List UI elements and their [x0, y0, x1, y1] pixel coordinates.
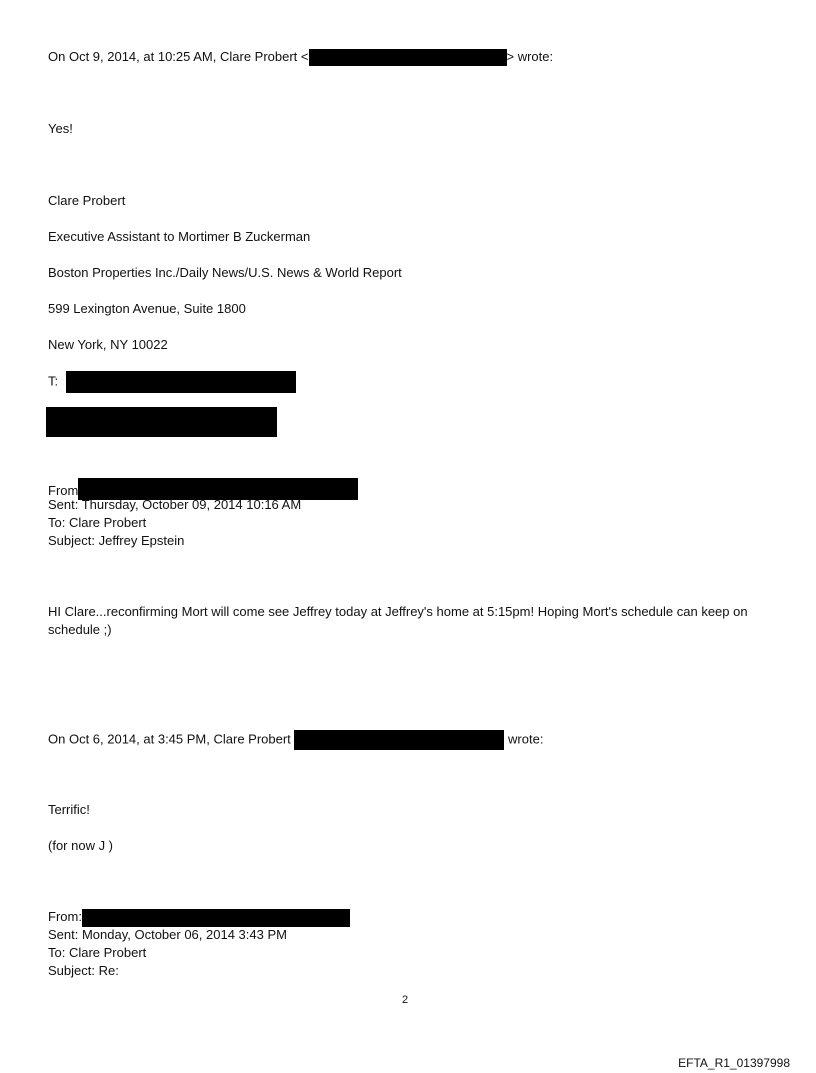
document-id: EFTA_R1_01397998 [678, 1056, 790, 1070]
email-sent: Sent: Thursday, October 09, 2014 10:16 AM [48, 497, 302, 512]
phone-label: T: [48, 373, 59, 389]
email-header-suffix: > wrote: [506, 49, 554, 64]
from-label: From [48, 483, 79, 498]
email-to: To: Clare Probert [48, 945, 147, 960]
page-number: 2 [402, 994, 409, 1006]
redaction-bar [309, 49, 507, 66]
signature-phone [48, 371, 296, 393]
signature-address: 599 Lexington Avenue, Suite 1800 [48, 301, 246, 316]
signature-city: New York, NY 10022 [48, 337, 168, 352]
redaction-bar [294, 730, 504, 750]
email-sent: Sent: Monday, October 06, 2014 3:43 PM [48, 927, 287, 942]
email-header-suffix: wrote: [508, 731, 544, 747]
email-header-oct6 [48, 730, 543, 750]
redaction-block [46, 407, 277, 437]
email-subject: Subject: Re: [48, 963, 119, 978]
email-body-for-now: (for now J ) [48, 838, 114, 853]
email-body-terrific: Terrific! [48, 802, 90, 817]
email-subject: Subject: Jeffrey Epstein [48, 533, 185, 548]
signature-company: Boston Properties Inc./Daily News/U.S. News & World Report [48, 265, 402, 280]
redaction-bar [82, 909, 350, 927]
email-body-reconfirm: HI Clare...reconfirming Mort will come see Jeffrey today at Jeffrey's home at 5:15pm! Hoping Mort's schedule can keep on schedule ;) [48, 604, 748, 637]
email-body-yes: Yes! [48, 121, 73, 136]
email-from [48, 908, 350, 927]
signature-name: Clare Probert [48, 193, 126, 208]
redaction-bar [66, 371, 296, 393]
email-header-prefix: On Oct 6, 2014, at 3:45 PM, Clare Probert [48, 731, 291, 747]
email-to: To: Clare Probert [48, 515, 147, 530]
from-label: From: [48, 909, 82, 924]
email-header-prefix: On Oct 9, 2014, at 10:25 AM, Clare Probert < [48, 49, 309, 64]
signature-title: Executive Assistant to Mortimer B Zuckerman [48, 229, 311, 244]
email-header-oct9 [48, 48, 553, 66]
